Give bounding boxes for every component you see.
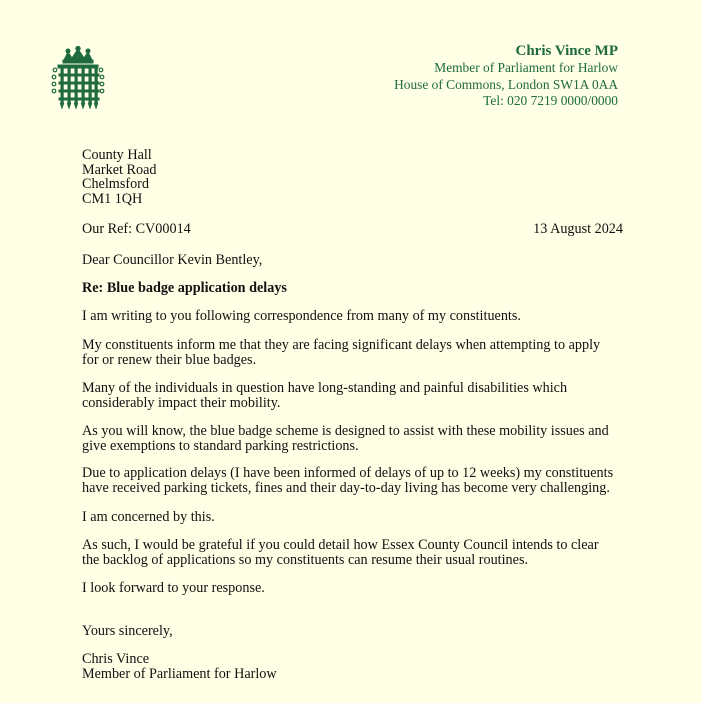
paragraph-8: I look forward to your response. xyxy=(82,580,265,596)
closing: Yours sincerely, xyxy=(82,623,173,639)
letterhead-tel: Tel: 020 7219 0000/0000 xyxy=(483,93,618,108)
signature-block xyxy=(82,652,627,682)
address-line: Market Road xyxy=(82,161,157,178)
salutation: Dear Councillor Kevin Bentley, xyxy=(82,252,263,268)
address-line: CM1 1QH xyxy=(82,190,143,207)
subject-line: Re: Blue badge application delays xyxy=(82,280,287,296)
paragraph-4 xyxy=(82,424,627,454)
paragraph-1: I am writing to you following correspondence from many of my constituents. xyxy=(82,308,521,324)
recipient-address xyxy=(82,148,627,206)
signature-role: Member of Parliament for Harlow xyxy=(82,665,277,682)
letterhead-role: Member of Parliament for Harlow xyxy=(434,60,618,75)
paragraph-line: My constituents inform me that they are facing significant delays when attempting to apply xyxy=(82,337,601,353)
paragraph-line: the backlog of applications so my constituents can resume their usual routines. xyxy=(82,551,529,568)
paragraph-line: considerably impact their mobility. xyxy=(82,394,281,411)
paragraph-5 xyxy=(82,466,627,496)
paragraph-line: Many of the individuals in question have long-standing and painful disabilities which xyxy=(82,380,568,396)
reference-row xyxy=(82,222,623,237)
paragraph-line: As you will know, the blue badge scheme is designed to assist with these mobility issues and xyxy=(82,423,609,439)
paragraph-3 xyxy=(82,381,627,411)
letterhead xyxy=(394,42,618,110)
paragraph-line: As such, I would be grateful if you could detail how Essex County Council intends to clear xyxy=(82,537,599,553)
letterhead-name: Chris Vince MP xyxy=(515,43,618,59)
paragraph-2 xyxy=(82,338,627,368)
paragraph-line: have received parking tickets, fines and their day-to-day living has become very challenging. xyxy=(82,479,610,496)
address-line: County Hall xyxy=(82,147,152,163)
paragraph-7 xyxy=(82,538,627,568)
paragraph-6: I am concerned by this. xyxy=(82,509,215,525)
our-reference: Our Ref: CV00014 xyxy=(82,221,191,237)
paragraph-line: Due to application delays (I have been informed of delays of up to 12 weeks) my constituents xyxy=(82,465,614,481)
portcullis-icon xyxy=(50,46,106,110)
letter-date: 13 August 2024 xyxy=(533,221,623,237)
paragraph-line: give exemptions to standard parking restrictions. xyxy=(82,437,359,454)
paragraph-line: for or renew their blue badges. xyxy=(82,351,257,368)
letterhead-address: House of Commons, London SW1A 0AA xyxy=(394,76,618,92)
address-line: Chelmsford xyxy=(82,176,149,192)
signature-name: Chris Vince xyxy=(82,651,150,667)
